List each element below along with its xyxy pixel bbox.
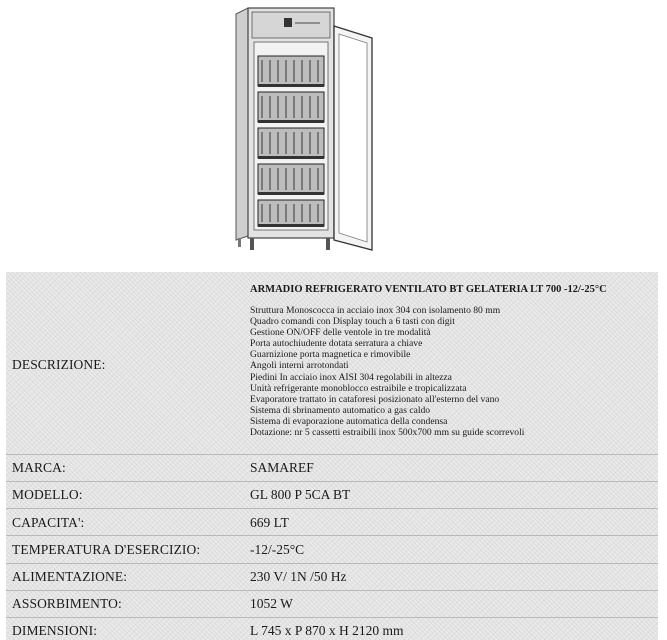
spec-label: CAPACITA': — [12, 515, 85, 530]
spec-label: ASSORBIMENTO: — [12, 596, 122, 611]
spec-value: 230 V/ 1N /50 Hz — [250, 569, 347, 584]
spec-value: 1052 W — [250, 596, 293, 611]
cabinet-side — [236, 8, 248, 240]
spec-label: DIMENSIONI: — [12, 623, 98, 638]
refrigerator-illustration — [222, 4, 392, 254]
spec-row-assorbimento — [6, 591, 658, 618]
feature-item: Guarnizione porta magnetica e rimovibile — [250, 349, 411, 361]
spec-value: -12/-25°C — [250, 542, 305, 557]
drawer — [258, 128, 324, 159]
leg — [326, 238, 330, 250]
feature-item: Struttura Monoscocca in acciaio inox 304 con isolamento 80 mm — [250, 305, 501, 316]
spec-row-dimensioni — [6, 618, 658, 640]
spec-label: MARCA: — [12, 460, 66, 475]
drawer — [258, 164, 324, 195]
feature-item: Porta autochiudente dotata serratura a chiave — [250, 338, 423, 350]
drawers — [258, 56, 324, 227]
spec-row-descrizione — [6, 272, 658, 455]
leg — [250, 238, 254, 250]
spec-value: L 745 x P 870 x H 2120 mm — [250, 623, 404, 638]
spec-row-temperatura — [6, 536, 658, 564]
feature-item: Quadro comandi con Display touch a 6 tasti con digit — [250, 316, 455, 328]
feature-item: Angoli interni arrotondati — [250, 360, 349, 372]
spec-row-alimentazione — [6, 564, 658, 591]
feature-item: Piedini In acciaio inox AISI 304 regolabili in altezza — [250, 371, 452, 383]
spec-row-modello — [6, 482, 658, 509]
spec-value: 669 LT — [250, 515, 289, 530]
spec-value: SAMAREF — [250, 460, 314, 475]
leg — [238, 238, 241, 247]
spec-label: MODELLO: — [12, 487, 83, 502]
feature-item: Dotazione: nr 5 cassetti estraibili inox 500x700 mm su guide scorrevoli — [250, 427, 525, 439]
feature-item: Unità refrigerante monoblocco estraibile e tropicalizzata — [250, 382, 467, 394]
feature-list — [250, 305, 524, 438]
display-icon — [284, 18, 292, 27]
feature-item: Gestione ON/OFF delle ventole in tre modalità — [250, 327, 431, 339]
spec-row-marca — [6, 455, 658, 482]
spec-label: DESCRIZIONE: — [12, 357, 106, 372]
spec-value: GL 800 P 5CA BT — [250, 487, 351, 502]
drawer — [258, 200, 324, 227]
product-image — [222, 4, 392, 254]
product-title: ARMADIO REFRIGERATO VENTILATO BT GELATERIA LT 700 -12/-25°C — [250, 284, 607, 295]
feature-item: Sistema di sbrinamento automatico a gas caldo — [250, 404, 431, 416]
drawer — [258, 56, 324, 87]
spec-label: TEMPERATURA D'ESERCIZIO: — [12, 542, 201, 557]
drawer — [258, 92, 324, 123]
feature-item: Sistema di evaporazione automatica della condensa — [250, 415, 448, 427]
feature-item: Evaporatore trattato in cataforesi posizionato all'esterno del vano — [250, 393, 500, 405]
spec-row-capacita — [6, 509, 658, 536]
spec-label: ALIMENTAZIONE: — [12, 569, 128, 584]
spec-table — [6, 272, 658, 640]
